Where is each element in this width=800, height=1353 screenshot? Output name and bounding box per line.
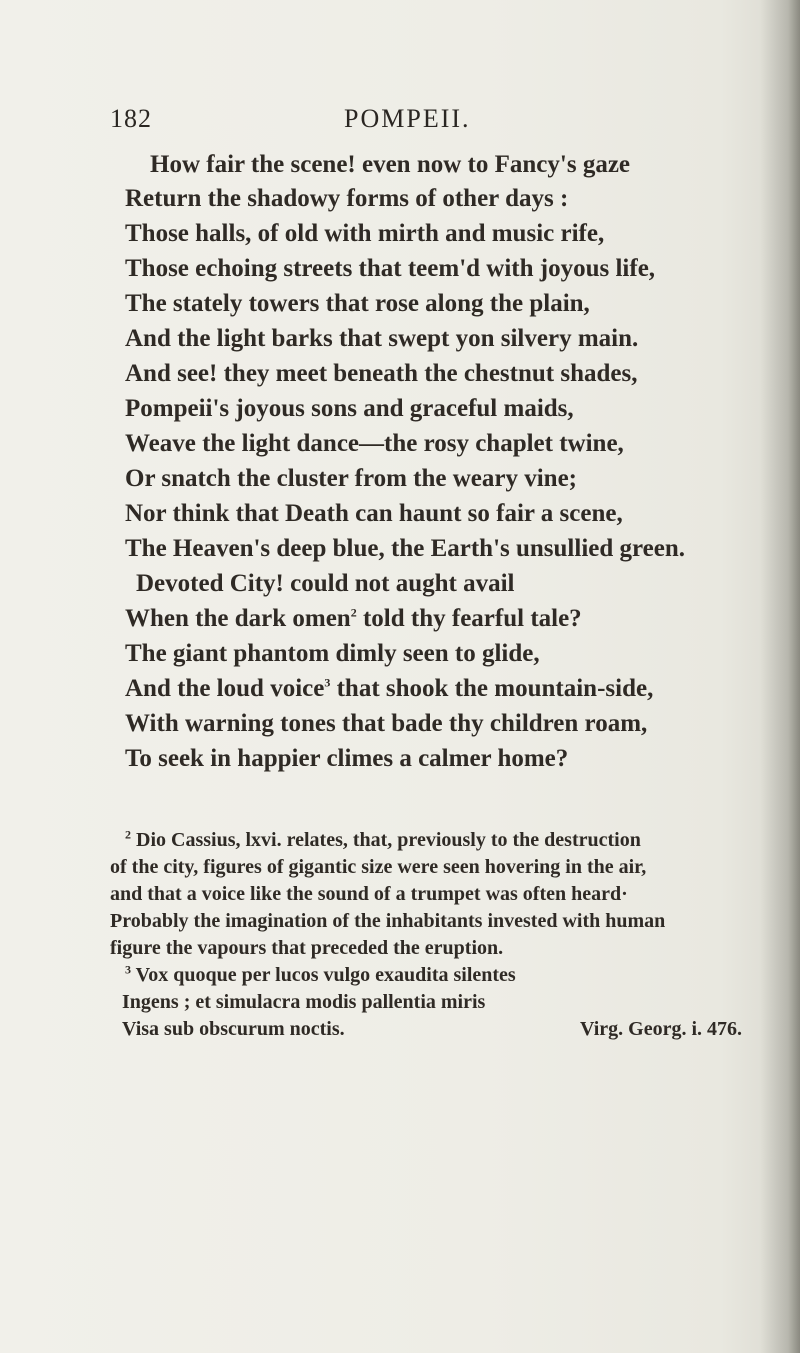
footnote-2-line-1-text: Dio Cassius, lxvi. relates, that, previously to the destruction [131,829,641,851]
poem-line-16-end: that shook the mountain-side, [330,675,654,702]
poem-line-8: Pompeii's joyous sons and graceful maids, [125,395,574,422]
poem-line-11: Nor think that Death can haunt so fair a scene, [125,500,623,527]
footnote-mark-2: 2 [350,605,357,620]
footnote-2-line-1 [125,826,641,854]
footnote-3-citation: Virg. Georg. i. 476. [580,1018,743,1040]
poem-line-5: The stately towers that rose along the plain, [125,290,590,317]
footnote-3-mark: 3 [125,962,131,977]
poem-line-4: Those echoing streets that teem'd with joyous life, [125,255,656,282]
poem-line-2: Return the shadowy forms of other days : [125,185,569,212]
page-number: 182 [110,104,152,133]
poem-line-7: And see! they meet beneath the chestnut shades, [125,360,638,387]
poem-line-16 [125,674,653,704]
page-gutter-shadow [760,0,800,1353]
footnote-3-line-1-text: Vox quoque per lucos vulgo exaudita silentes [131,964,516,986]
footnote-2-line-2: of the city, figures of gigantic size were seen hovering in the air, [110,856,647,878]
footnote-2-mark: 2 [125,827,131,842]
poem-line-1: How fair the scene! even now to Fancy's gaze [150,151,631,178]
footnote-2-line-3: and that a voice like the sound of a trumpet was often heard· [110,883,628,905]
poem-line-18: To seek in happier climes a calmer home? [125,745,569,772]
poem-line-14-end: told thy fearful tale? [356,605,582,632]
poem-line-13: Devoted City! could not aught avail [136,570,515,597]
footnote-3-line-2: Ingens ; et simulacra modis pallentia miris [122,991,486,1013]
poem-line-14-start: When the dark omen [125,605,351,632]
footnote-2-line-5: figure the vapours that preceded the eruption. [110,937,504,959]
poem-line-16-start: And the loud voice [125,675,325,702]
footnote-2-line-4: Probably the imagination of the inhabitants invested with human [110,910,666,932]
poem-line-9: Weave the light dance—the rosy chaplet twine, [125,430,624,457]
running-title: POMPEII. [344,104,471,133]
footnote-mark-3: 3 [324,675,331,690]
poem-line-12: The Heaven's deep blue, the Earth's unsullied green. [125,535,686,562]
poem-line-14 [125,604,582,634]
running-head [110,104,700,144]
poem-line-10: Or snatch the cluster from the weary vine; [125,465,578,492]
poem-line-6: And the light barks that swept yon silvery main. [125,325,639,352]
poem-line-15: The giant phantom dimly seen to glide, [125,640,540,667]
poem-line-17: With warning tones that bade thy children roam, [125,710,648,737]
footnote-3-line-1 [125,961,516,989]
poem-line-3: Those halls, of old with mirth and music rife, [125,220,605,247]
footnote-3-line-3: Visa sub obscurum noctis. [122,1018,345,1040]
